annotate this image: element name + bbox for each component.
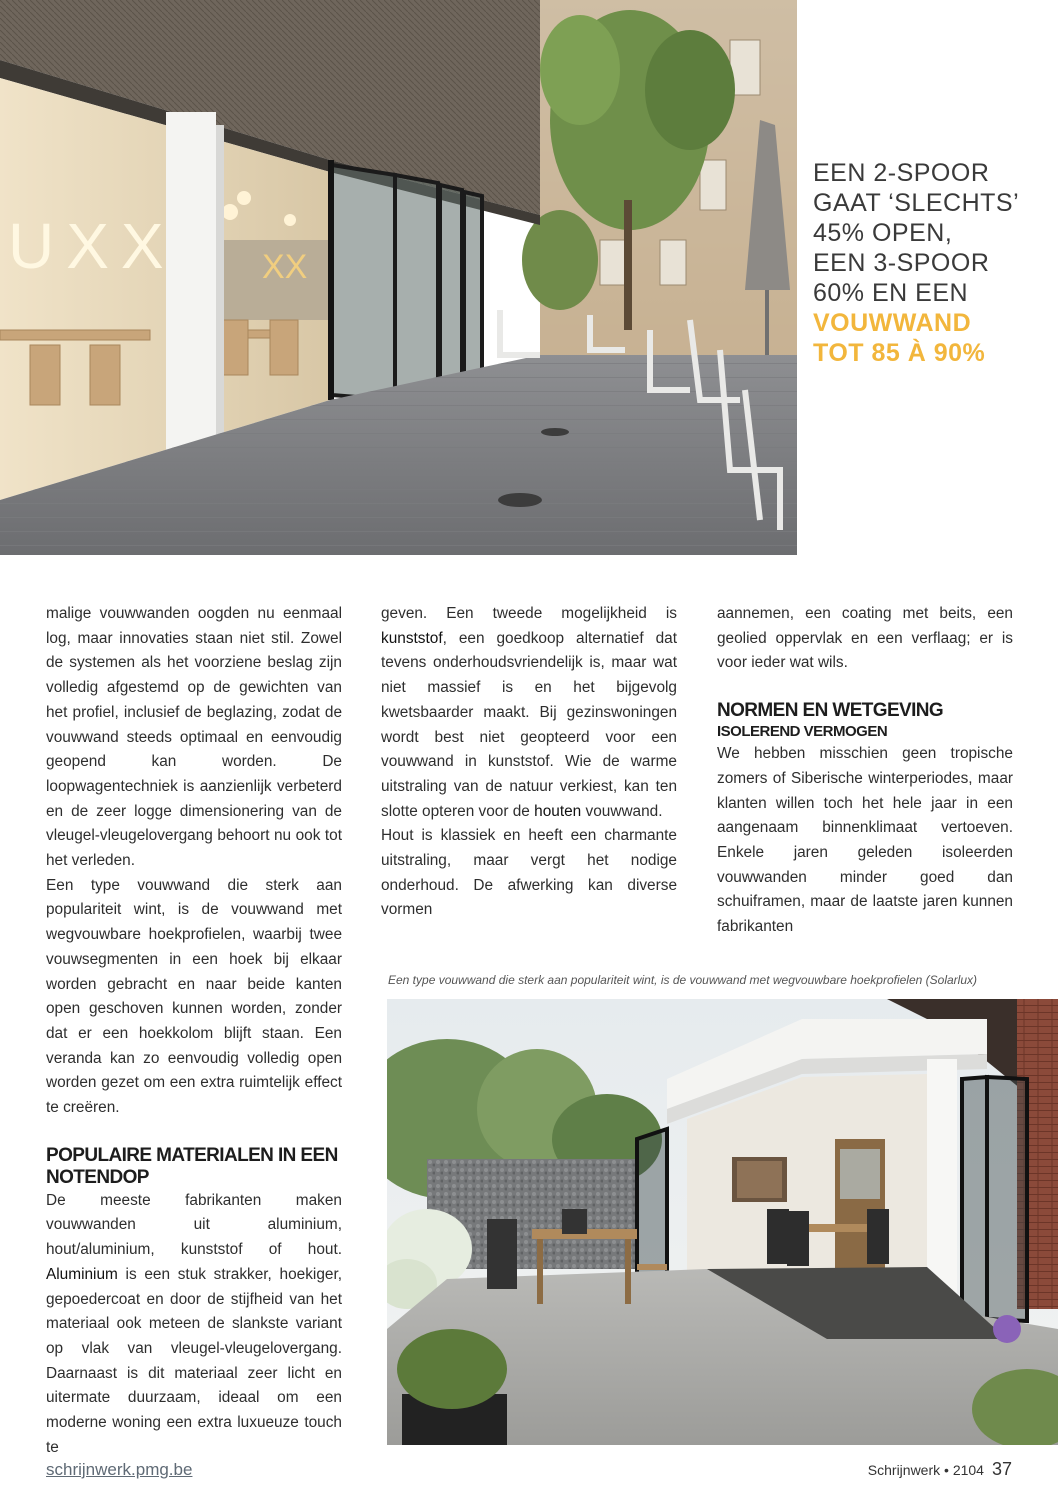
paragraph: We hebben misschien geen tropische zomers of Siberische winterperiodes, maar klanten willen toch het hele jaar in een aangenaam binnenklimaat vertoeven. Enkele jaren geleden isoleerden vouwwanden minder goed dan schuiframen, maar de laatste jaren kunnen fabrikanten (717, 745, 1013, 936)
photo-caption: Een type vouwwand die sterk aan populariteit wint, is de vouwwand met wegvouwbare hoekprofielen (Solarlux) (388, 973, 977, 987)
section-heading: NORMEN EN WETGEVING (717, 700, 944, 722)
emphasis-kunststof: kunststof (381, 629, 443, 647)
paragraph: aannemen, een coating met beits, een geolied oppervlak en een verflaag; er is voor ieder wat wils. (717, 605, 1013, 672)
pull-quote-line: EEN 3-SPOOR (813, 249, 990, 277)
text-column-2 (381, 602, 677, 923)
text-column-1 (46, 602, 342, 1461)
pull-quote (813, 158, 1043, 368)
paragraph: Een type vouwwand die sterk aan populariteit wint, is de vouwwand met wegvouwbare hoekprofielen, waarbij twee vouwsegmenten in een hoek bij elkaar worden gebracht en naar beide kanten open geschoven kunnen worden, zonder dat er een hoekkolom blijft staan. Een veranda kan zo eenvoudig volledig open worden gezet om een extra ruimtelijk effect te creëren. (46, 876, 342, 1117)
paragraph: malige vouwwanden oogden nu eenmaal log, maar innovaties staan niet stil. Zowel de systemen als het voorziene beslag zijn volledig afgestemd op de gewichten van het profiel, inclusief de beglazing, zodat de vouwwand steeds optimaal en eenvoudig geopend kan worden. De loopwagentechniek is aanzienlijk verbeterd en de zeer logge dimensionering van de vleugel-vleugelovergang behoort nu ook tot het verleden. (46, 605, 342, 870)
paragraph: De meeste fabrikanten maken vouwwanden uit aluminium, hout/aluminium, kunststof of hout. Aluminium is een stuk strakker, hoekiger, gepoedercoat en door de stijfheid van het materiaal ook meteen de slankste variant op vlak van vleugel-vleugelovergang. Daarnaast is dit materiaal zeer licht en uitermate duurzaam, ideaal om een moderne woning een extra luxueuze touch te (46, 1191, 342, 1456)
section-subheading: ISOLEREND VERMOGEN (717, 723, 888, 741)
pull-quote-line: 45% OPEN, (813, 219, 953, 247)
pull-quote-line: 60% EN EEN (813, 279, 969, 307)
magazine-issue: Schrijnwerk • 2104 (867, 1462, 984, 1478)
photo-veranda-folding-wall (387, 999, 1058, 1445)
pull-quote-highlight: VOUWWAND (813, 309, 972, 337)
neon-sign-reflection: XX (262, 248, 308, 286)
paragraph: Hout is klassiek en heeft een charmante uitstraling, maar vergt het nodige onderhoud. De afwerking kan diverse vormen (381, 827, 677, 919)
paragraph: geven. Een tweede mogelijkheid is kunststof, een goedkoop alternatief dat tevens onderhoudsvriendelijk is, maar wat niet massief is en het bijgevolg kwetsbaarder maakt. Bij gezinswoningen wordt best niet geopteerd voor een vouwwand in kunststof. Wie de warme uitstraling van de natuur verkiest, kan ten slotte opteren voor de houten vouwwand. (381, 605, 677, 820)
page-number: 37 (991, 1459, 1012, 1479)
text-column-3 (717, 602, 1013, 940)
pull-quote-line: GAAT ‘SLECHTS’ (813, 189, 1020, 217)
emphasis-aluminium: Aluminium (46, 1265, 118, 1283)
neon-sign-text: UXX (8, 210, 176, 282)
photo-restaurant-terrace (0, 0, 797, 555)
emphasis-houten: houten (534, 802, 582, 820)
page-footer (868, 1459, 1012, 1480)
pull-quote-highlight: TOT 85 À 90% (813, 339, 986, 367)
website-link[interactable]: schrijnwerk.pmg.be (46, 1460, 193, 1479)
section-heading: POPULAIRE MATERIALEN IN EEN NOTENDOP (46, 1144, 338, 1188)
pull-quote-line: EEN 2-SPOOR (813, 159, 990, 187)
